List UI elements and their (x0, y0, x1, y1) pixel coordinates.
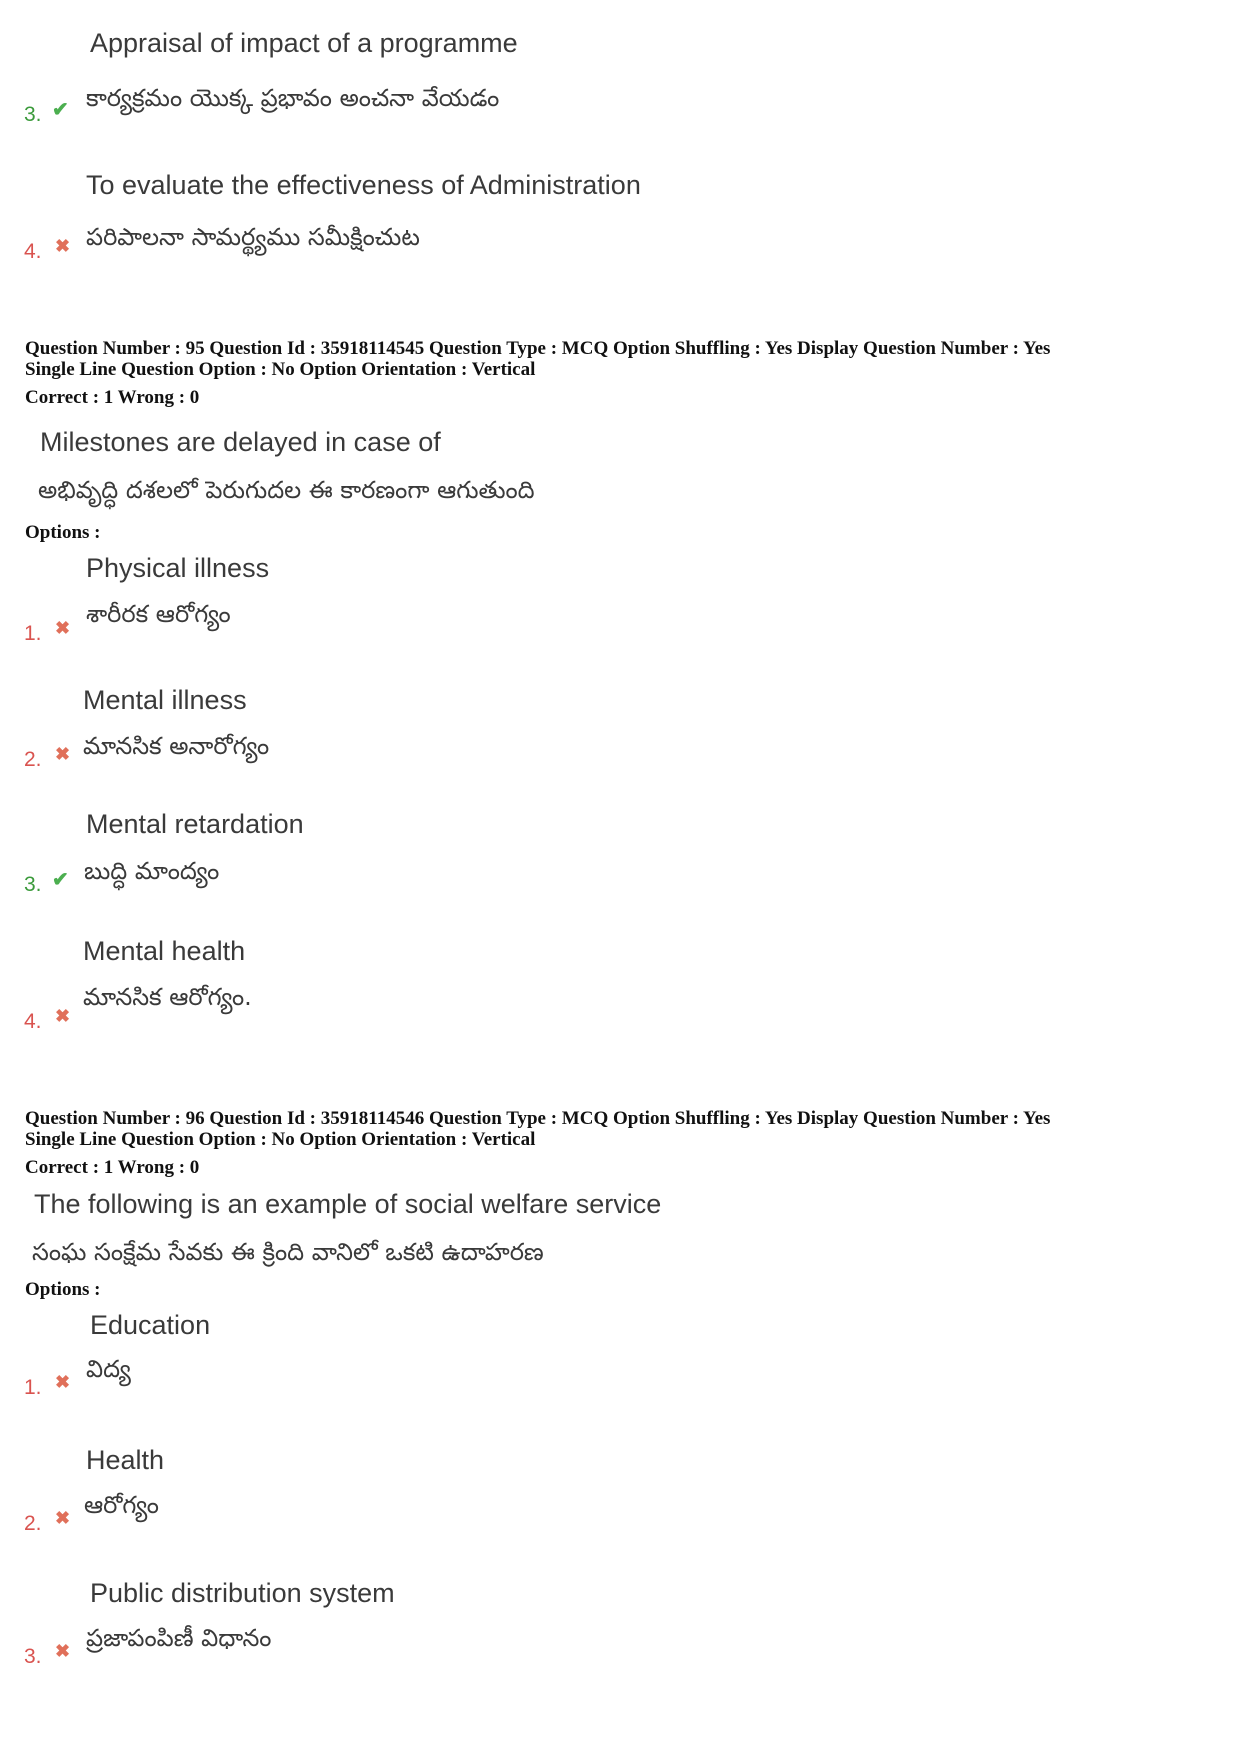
question-score: Correct : 1 Wrong : 0 (25, 1157, 200, 1178)
option-number: 4. (24, 1010, 42, 1033)
option-te-text: పరిపాలనా సామర్థ్యము సమీక్షించుట (86, 223, 420, 251)
option-number: 3. (24, 873, 42, 896)
option-number: 1. (24, 622, 42, 645)
option-te-text: బుద్ధి మాంద్యం (84, 857, 220, 885)
question-en-text: Milestones are delayed in case of (40, 427, 441, 457)
question-en-text: The following is an example of social welfare service (34, 1189, 662, 1219)
question-meta-line2: Single Line Question Option : No Option Orientation : Vertical (25, 1129, 536, 1150)
option-number: 2. (24, 1512, 42, 1535)
wrong-cross-icon: ✖ (55, 744, 71, 764)
wrong-cross-icon: ✖ (55, 1508, 71, 1528)
option-te-text: మానసిక ఆరోగ్యం. (83, 983, 252, 1011)
wrong-cross-icon: ✖ (55, 1006, 71, 1026)
option-te-text: మానసిక అనారోగ్యం (83, 732, 270, 760)
option-te-text: ప్రజాపంపిణీ విధానం (86, 1624, 272, 1652)
option-en-text: Health (86, 1445, 165, 1475)
option-number: 3. (24, 103, 42, 126)
option-en-text: Mental health (83, 936, 246, 966)
options-label: Options : (25, 522, 101, 543)
option-en-text: Physical illness (86, 553, 270, 583)
question-meta-line2: Single Line Question Option : No Option Orientation : Vertical (25, 359, 536, 380)
question-meta-line1: Question Number : 96 Question Id : 35918114546 Question Type : MCQ Option Shuffling : Yes Display Question Number : Yes (25, 1108, 1051, 1129)
wrong-cross-icon: ✖ (55, 236, 71, 256)
option-te-text: శారీరక ఆరోగ్యం (86, 600, 231, 628)
option-en-text: Mental retardation (86, 809, 304, 839)
option-number: 2. (24, 748, 42, 771)
question-te-text: అభివృద్ధి దశలలో పెరుగుదల ఈ కారణంగా ఆగుతుంది (38, 476, 535, 504)
option-en-text: Appraisal of impact of a programme (90, 28, 518, 58)
question-score: Correct : 1 Wrong : 0 (25, 387, 200, 408)
option-en-text: Public distribution system (90, 1578, 395, 1608)
option-number: 4. (24, 240, 42, 263)
wrong-cross-icon: ✖ (55, 618, 71, 638)
option-te-text: ఆరోగ్యం (84, 1491, 159, 1519)
correct-check-icon: ✔ (52, 99, 69, 121)
wrong-cross-icon: ✖ (55, 1641, 71, 1661)
options-label: Options : (25, 1279, 101, 1300)
wrong-cross-icon: ✖ (55, 1372, 71, 1392)
option-number: 1. (24, 1376, 42, 1399)
option-te-text: కార్యక్రమం యొక్క ప్రభావం అంచనా వేయడం (86, 84, 500, 112)
correct-check-icon: ✔ (52, 869, 69, 891)
option-te-text: విద్య (86, 1355, 131, 1383)
option-en-text: To evaluate the effectiveness of Administration (86, 170, 641, 200)
option-en-text: Education (90, 1310, 211, 1340)
question-meta-line1: Question Number : 95 Question Id : 35918114545 Question Type : MCQ Option Shuffling : Yes Display Question Number : Yes (25, 338, 1051, 359)
option-number: 3. (24, 1645, 42, 1668)
question-te-text: సంఘ సంక్షేమ సేవకు ఈ క్రింది వానిలో ఒకటి ఉదాహరణ (32, 1238, 544, 1266)
option-en-text: Mental illness (83, 685, 247, 715)
